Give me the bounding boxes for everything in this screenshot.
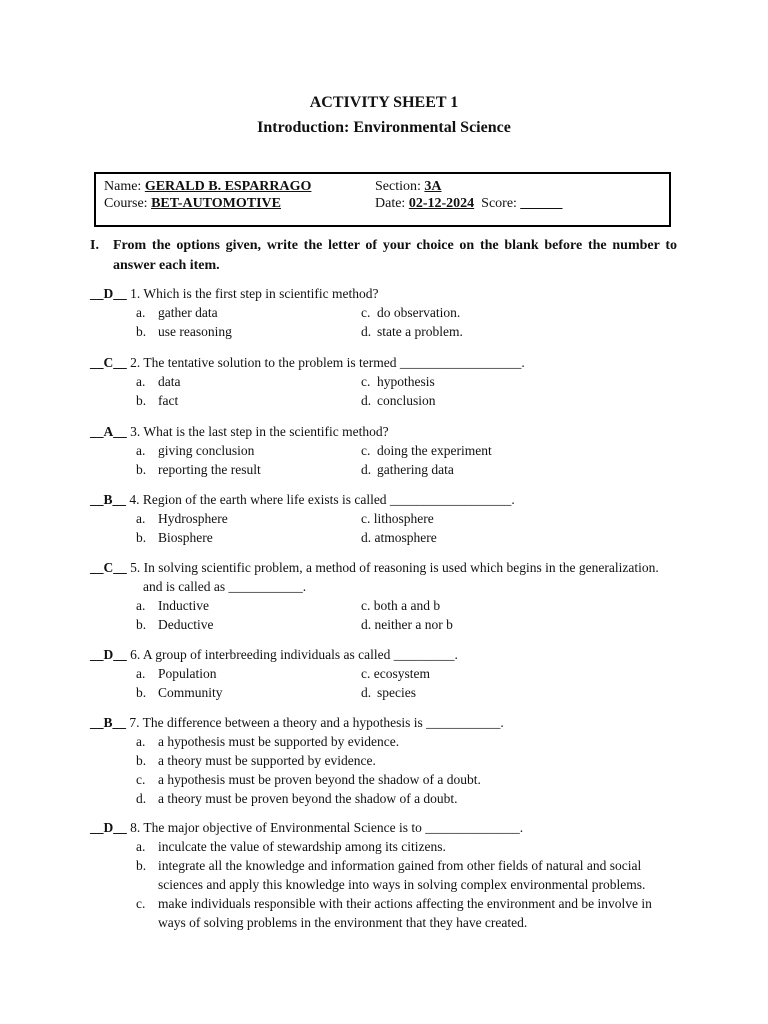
option-text: do observation. [377, 305, 461, 320]
option-item [361, 305, 460, 321]
option-text: Hydrosphere [158, 511, 228, 526]
question-8 [90, 820, 523, 836]
option-item [361, 443, 492, 459]
option-letter: c. [361, 443, 371, 458]
question-2 [90, 355, 525, 371]
option-letter: d. [361, 393, 372, 408]
option-letter: a. [136, 374, 146, 389]
question-text: 8. The major objective of Environmental Science is to ______________. [126, 820, 524, 835]
option-text: fact [158, 393, 179, 408]
answer-letter: D [103, 286, 114, 301]
answer-blank-right: __ [113, 820, 127, 835]
option-text: gathering data [377, 462, 454, 477]
option-letter: b. [136, 462, 147, 477]
question-6 [90, 647, 458, 663]
page-subtitle: Introduction: Environmental Science [257, 119, 511, 136]
option-letter: b. [136, 753, 147, 768]
option-text: Deductive [158, 617, 214, 632]
question-7 [90, 715, 504, 731]
option-item [136, 374, 181, 390]
option-letter: b. [136, 858, 147, 873]
option-letter: b. [136, 393, 147, 408]
instructions-text: From the options given, write the letter of your choice on the blank before the number to answer each item. [113, 238, 677, 273]
answer-letter: B [103, 715, 113, 730]
option-item [136, 305, 218, 321]
answer-blank-right: __ [113, 560, 127, 575]
option-item [136, 772, 481, 788]
option-text: species [377, 685, 416, 700]
option-text: a theory must be supported by evidence. [158, 753, 376, 768]
option-item [136, 666, 217, 682]
option-letter: d. [361, 324, 372, 339]
answer-blank-left: __ [90, 492, 104, 507]
question-text: 5. In solving scientific problem, a method of reasoning is used which begins in the generalization. [126, 560, 659, 575]
option-letter: b. [136, 324, 147, 339]
option-text: make individuals responsible with their actions affecting the environment and be involve in [158, 896, 652, 911]
score-label: Score: [481, 196, 517, 211]
date-value: 02-12-2024 [408, 196, 475, 211]
option-letter: d. [136, 791, 147, 806]
option-letter: c. [136, 896, 146, 911]
option-text: inculcate the value of stewardship among its citizens. [158, 839, 446, 854]
option-text: c. lithosphere [361, 511, 434, 526]
question-text: 1. Which is the first step in scientific method? [126, 286, 379, 301]
answer-blank-right: __ [112, 715, 127, 730]
page-title: ACTIVITY SHEET 1 [309, 94, 459, 111]
answer-letter: C [103, 560, 114, 575]
name-value: GERALD B. ESPARRAGO [144, 179, 312, 194]
option-text: Community [158, 685, 223, 700]
option-letter: b. [136, 530, 147, 545]
option-letter: b. [136, 617, 147, 632]
option-text: Biosphere [158, 530, 213, 545]
date-line [375, 196, 562, 212]
option-item [361, 666, 430, 682]
course-label: Course: [104, 196, 148, 211]
question-1 [90, 286, 378, 302]
option-text: Population [158, 666, 217, 681]
option-letter: d. [361, 462, 372, 477]
question-5 [90, 560, 659, 576]
option-text: d. atmosphere [361, 530, 437, 545]
option-letter: c. [361, 305, 371, 320]
option-text: a hypothesis must be supported by evidence. [158, 734, 400, 749]
option-item [136, 877, 645, 893]
option-item [361, 617, 453, 633]
option-item [361, 511, 434, 527]
option-text: c. ecosystem [361, 666, 430, 681]
option-letter: a. [136, 511, 146, 526]
question-text: 6. A group of interbreeding individuals as called _________. [126, 647, 458, 662]
answer-blank-left: __ [90, 715, 104, 730]
option-letter: a. [136, 734, 146, 749]
answer-blank-right: __ [113, 647, 127, 662]
question-text: 4. Region of the earth where life exists is called __________________. [126, 492, 515, 507]
option-item [136, 530, 213, 546]
option-text: gather data [158, 305, 218, 320]
option-letter: a. [136, 443, 146, 458]
option-text: state a problem. [377, 324, 463, 339]
answer-letter: B [103, 492, 113, 507]
date-label: Date: [375, 196, 406, 211]
answer-letter: C [103, 355, 114, 370]
section-value: 3A [424, 179, 442, 194]
option-item [361, 393, 436, 409]
question-text: 2. The tentative solution to the problem is termed __________________. [126, 355, 525, 370]
option-item [136, 462, 261, 478]
option-letter: a. [136, 839, 146, 854]
question-text: 7. The difference between a theory and a hypothesis is ___________. [126, 715, 504, 730]
option-letter: a. [136, 666, 146, 681]
option-letter: a. [136, 598, 146, 613]
option-item [136, 734, 399, 750]
option-text: use reasoning [158, 324, 232, 339]
option-letter: d. [361, 685, 372, 700]
option-item [361, 685, 416, 701]
option-item [361, 530, 437, 546]
option-text: hypothesis [377, 374, 435, 389]
answer-blank-right: __ [112, 492, 127, 507]
option-text: d. neither a nor b [361, 617, 453, 632]
option-letter: a. [136, 305, 146, 320]
option-item [361, 598, 440, 614]
section-label: Section: [375, 179, 421, 194]
question-continuation: and is called as ___________. [143, 579, 307, 594]
question-3 [90, 424, 389, 440]
option-item [136, 511, 228, 527]
option-item [136, 839, 446, 855]
course-value: BET-AUTOMOTIVE [151, 196, 281, 211]
option-text: reporting the result [158, 462, 261, 477]
option-item [136, 896, 652, 912]
student-info-box [94, 172, 671, 227]
answer-letter: D [103, 820, 114, 835]
option-text: a theory must be proven beyond the shadow of a doubt. [158, 791, 458, 806]
name-line [104, 179, 311, 195]
course-line [104, 196, 281, 212]
option-item [361, 374, 435, 390]
instructions-number: I. [90, 238, 99, 253]
option-text: c. both a and b [361, 598, 441, 613]
option-text: Inductive [158, 598, 209, 613]
option-item [136, 685, 223, 701]
option-text: data [158, 374, 181, 389]
answer-blank-left: __ [90, 286, 104, 301]
answer-blank-right: __ [113, 286, 127, 301]
question-text: 3. What is the last step in the scientific method? [126, 424, 389, 439]
option-item [136, 443, 254, 459]
option-text: integrate all the knowledge and information gained from other fields of natural and social [158, 858, 642, 873]
answer-letter: D [103, 647, 114, 662]
option-item [136, 858, 641, 874]
option-text: conclusion [377, 393, 436, 408]
answer-blank-left: __ [90, 560, 104, 575]
answer-blank-right: __ [113, 424, 127, 439]
question-4 [90, 492, 515, 508]
name-label: Name: [104, 179, 142, 194]
answer-blank-left: __ [90, 647, 104, 662]
answer-blank-right: __ [113, 355, 127, 370]
option-item [136, 324, 232, 340]
option-item [136, 791, 458, 807]
answer-blank-left: __ [90, 355, 104, 370]
option-item [136, 393, 178, 409]
answer-blank-left: __ [90, 424, 104, 439]
score-blank: ______ [520, 196, 563, 211]
instructions [90, 236, 677, 276]
option-text: sciences and apply this knowledge into ways in solving complex environmental problems. [158, 877, 646, 892]
option-text: doing the experiment [377, 443, 492, 458]
option-item [136, 915, 527, 931]
option-text: giving conclusion [158, 443, 255, 458]
answer-blank-left: __ [90, 820, 104, 835]
option-item [136, 617, 213, 633]
option-letter: c. [136, 772, 146, 787]
option-item [136, 598, 209, 614]
answer-letter: A [103, 424, 114, 439]
option-item [136, 753, 376, 769]
option-text: ways of solving problems in the environment that they have created. [158, 915, 528, 930]
option-letter: b. [136, 685, 147, 700]
option-letter: c. [361, 374, 371, 389]
option-item [361, 462, 454, 478]
section-line [375, 179, 442, 195]
option-item [361, 324, 463, 340]
option-text: a hypothesis must be proven beyond the shadow of a doubt. [158, 772, 481, 787]
